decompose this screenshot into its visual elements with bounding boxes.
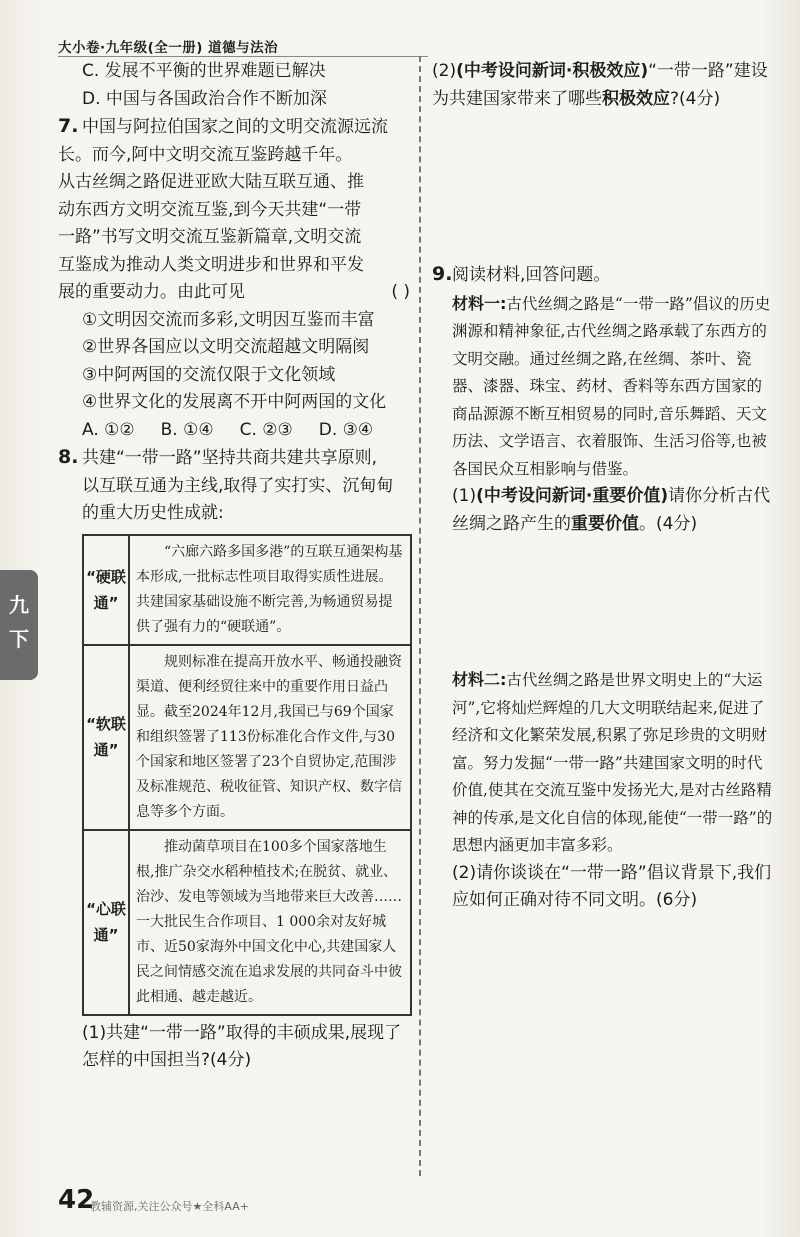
question-7: [58, 113, 410, 444]
q8-stem-line: 共建“一带一路”坚持共商共建共享原则,: [82, 448, 378, 468]
row-text-heart: 推动菌草项目在100多个国家落地生根,推广杂交水稻种植技术;在脱贫、就业、治沙、发电等领域为当地带来巨大改善……一大批民生合作项目、1 000余对友好城市、近50家海外中国文化中心,共建国家人民之间情感交流在追求发展的共同奋斗中彼此相通、越走越近。: [129, 830, 411, 1015]
q7-choice-a[interactable]: A. ①②: [82, 419, 135, 440]
question-9: [432, 261, 777, 915]
q7-stem-line: 一路”书写文明交流互鉴新篇章,文明交流: [58, 227, 362, 247]
q7-statement-2: ②世界各国应以文明交流超越文明隔阂: [82, 337, 370, 357]
q7-choice-d[interactable]: D. ③④: [318, 419, 374, 440]
q8-number: 8.: [58, 446, 79, 468]
q7-statement-4: ④世界文化的发展离不开中阿两国的文化: [82, 392, 387, 412]
q8-sub-question-2: [432, 58, 777, 113]
q9-sub1-keyword: 重要价值: [571, 513, 639, 534]
prev-option-d: D. 中国与各国政治合作不断加深: [82, 88, 327, 109]
table-row: [83, 830, 411, 1015]
material-1-text: 古代丝绸之路是“一带一路”倡议的历史渊源和精神象征,古代丝绸之路承载了东西方的文明交融。通过丝绸之路,在丝绸、茶叶、瓷器、漆器、珠宝、药材、香料等东西方国家的商品源源不断互相贸易的同时,音乐舞蹈、天文历法、文学语言、衣着服饰、生活习俗等,也被各国民众互相影响与借鉴。: [452, 294, 771, 478]
grade-side-tab: [0, 570, 38, 680]
q7-stem-line: 动东西方文明交流互鉴,到今天共建“一带: [58, 199, 362, 220]
right-column: [432, 58, 777, 915]
q9-sub-question-2: (2)请你谈谈在“一带一路”倡议背景下,我们应如何正确对待不同文明。(6分): [452, 862, 772, 910]
q7-stem-line: 中国与阿拉伯国家之间的文明交流源远流: [82, 117, 388, 137]
q9-stem: 阅读材料,回答问题。: [452, 265, 611, 285]
side-tab-line2: 下: [9, 627, 29, 651]
q7-number: 7.: [58, 115, 79, 137]
q9-sub1-tag: (中考设问新词·重要价值): [476, 486, 669, 506]
q8-sub2-tag: (中考设问新词·积极效应): [456, 61, 649, 81]
q7-choice-b[interactable]: B. ①④: [160, 419, 214, 440]
table-row: [83, 535, 411, 645]
q8-achievement-table: [82, 534, 412, 1016]
footer-note: 教辅资源,关注公众号★全科AA+: [90, 1200, 249, 1213]
answer-space: [432, 538, 777, 666]
q7-statement-1: ①文明因交流而多彩,文明因互鉴而丰富: [82, 309, 375, 330]
q7-choices: [58, 417, 410, 445]
q8-stem-line: 的重大历史性成就:: [82, 503, 224, 523]
answer-space: [432, 113, 777, 261]
row-tag-heart: “心联通”: [83, 830, 129, 1015]
q7-choice-c[interactable]: C. ②③: [239, 419, 293, 440]
row-text-hard: “六廊六路多国多港”的互联互通架构基本形成,一批标志性项目取得实质性进展。共建国家基础设施不断完善,为畅通贸易提供了强有力的“硬联通”。: [129, 535, 411, 645]
left-column: [58, 58, 410, 1075]
material-1: [432, 290, 777, 484]
column-divider: [419, 56, 421, 1176]
material-2-text: 古代丝绸之路是世界文明史上的“大运河”,它将灿烂辉煌的几大文明联结起来,促进了经济和文化繁荣发展,积累了弥足珍贵的文明财富。努力发掘“一带一路”共建国家文明的时代价值,使其在交流互鉴中发扬光大,是对古丝路精神的传承,是文化自信的体现,能使“一带一路”的思想内涵更加丰富多彩。: [452, 671, 773, 854]
q7-answer-paren[interactable]: ( ): [391, 282, 410, 302]
q8-sub-question-1: (1)共建“一带一路”取得的丰硕成果,展现了怎样的中国担当?(4分): [82, 1022, 402, 1070]
q8-sub2-text: “一带一路”建设为共建国家带来了哪些: [432, 61, 768, 109]
material-2: [432, 666, 777, 860]
q9-number: 9.: [432, 263, 453, 285]
q8-sub2-prefix: (2): [432, 61, 457, 81]
q7-stem-line: 长。而今,阿中文明交流互鉴跨越千年。: [58, 144, 353, 165]
question-8: [58, 444, 410, 1075]
q7-stem-line: 从古丝绸之路促进亚欧大陆互联互通、推: [58, 172, 364, 192]
row-tag-hard: “硬联通”: [83, 535, 129, 645]
q8-stem-line: 以互联互通为主线,取得了实打实、沉甸甸: [82, 475, 394, 496]
q7-stem-line: 展的重要动力。由此可见: [58, 282, 245, 302]
row-text-soft: 规则标准在提高开放水平、畅通投融资渠道、便利经贸往来中的重要作用日益凸显。截至2024年12月,我国已与69个国家和组织签署了113份标准化合作文件,与30个国家和地区签署了23个自贸协定,范围涉及标准规范、税收征管、知识产权、数字信息等多个方面。: [129, 645, 411, 830]
q9-sub1-text: 请你分析古代丝绸之路产生的: [452, 486, 771, 534]
q7-statement-3: ③中阿两国的交流仅限于文化领域: [82, 364, 336, 385]
page-number: 42: [58, 1185, 95, 1215]
side-tab-line1: 九: [9, 593, 29, 617]
prev-option-c: C. 发展不平衡的世界难题已解决: [82, 61, 326, 81]
header-rule: [58, 56, 428, 57]
table-row: [83, 645, 411, 830]
q9-sub1-prefix: (1): [452, 486, 477, 506]
material-2-label: 材料二:: [452, 670, 507, 689]
q9-sub1-end: 。(4分): [639, 513, 698, 534]
q7-stem-line: 互鉴成为推动人类文明进步和世界和平发: [58, 254, 364, 275]
header-title: 大小卷·九年级(全一册) 道德与法治: [58, 40, 279, 56]
row-tag-soft: “软联通”: [83, 645, 129, 830]
material-1-label: 材料一:: [452, 293, 507, 313]
q9-sub-question-1: [432, 483, 777, 538]
q8-sub2-keyword: 积极效应: [602, 88, 670, 109]
q8-sub2-end: ?(4分): [670, 88, 721, 109]
